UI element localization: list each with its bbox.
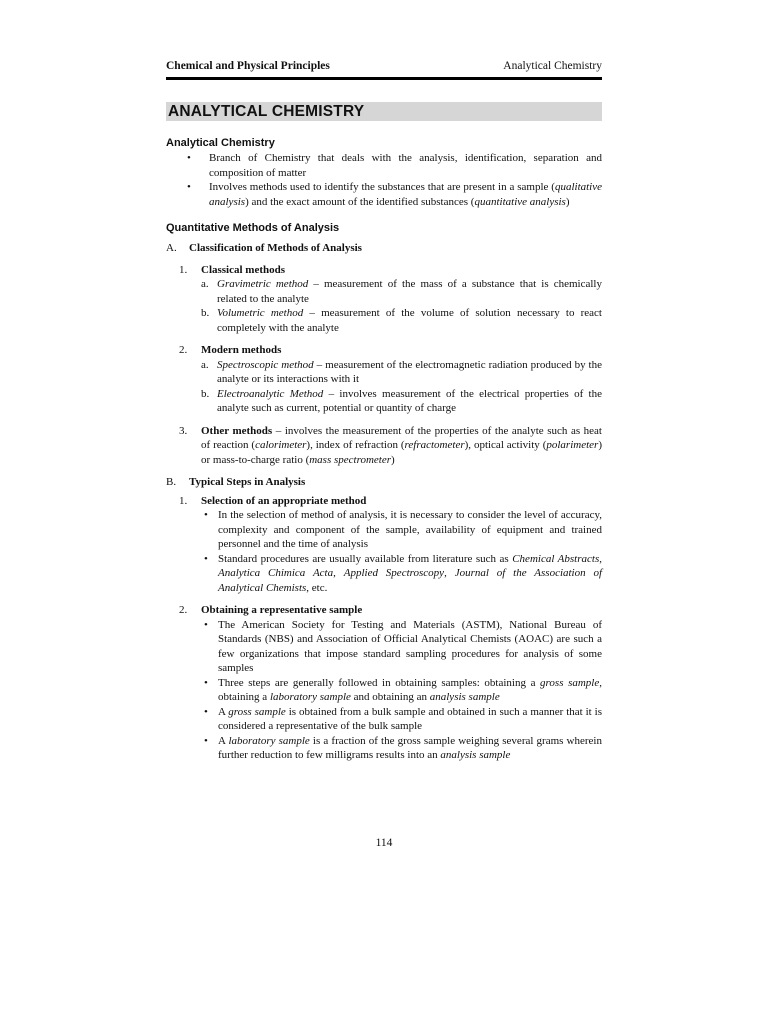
bullet-selection-criteria: • In the selection of method of analysis, it is necessary to consider the level of accuracy, complexity and component of the sample, availability of equipment and trained personnel and the time of analysis <box>166 508 602 552</box>
bullet-organizations: • The American Society for Testing and Materials (ASTM), National Bureau of Standards (NBS) and Association of Official Analytical Chemists (AOAC) are such a few organizations that impose standard sampling procedures for analysis of some samples <box>166 618 602 676</box>
heading-modern-methods: 2. Modern methods <box>179 344 282 356</box>
item-other-methods: 3. Other methods – involves the measurement of the properties of the analyte such as heat of reaction (calorimeter), index of refraction (refractometer), optical activity (polarimeter) or mass-to-charge ratio (mass spectrometer) <box>179 424 602 466</box>
bullet-standard-procedures: • Standard procedures are usually available from literature such as Chemical Abstracts, Analytica Chimica Acta, Applied Spectroscopy, Journal of the Association of Analytical Chemists, etc. <box>166 552 602 596</box>
heading-classical-methods: 1. Classical methods <box>179 263 286 276</box>
page-number: 114 <box>375 837 393 849</box>
heading-classification: A. Classification of Methods of Analysis <box>166 242 362 254</box>
header-right: Analytical Chemistry <box>503 60 602 72</box>
item-electroanalytic: b. Electroanalytic Method – involves measurement of the electrical properties of the analyte such as current, potential or quantity of charge <box>201 387 602 414</box>
heading-selection-method: 1. Selection of an appropriate method <box>179 494 367 507</box>
chapter-title: ANALYTICAL CHEMISTRY <box>168 103 365 120</box>
bullet-definition: • Branch of Chemistry that deals with the analysis, identification, separation and composition of matter <box>166 151 602 180</box>
chapter-banner <box>166 102 602 121</box>
item-volumetric: b. Volumetric method – measurement of the volume of solution necessary to react completely with the analyte <box>201 307 602 334</box>
item-spectroscopic: a. Spectroscopic method – measurement of the electromagnetic radiation produced by the analyte or its interactions with it <box>201 358 602 385</box>
item-gravimetric: a. Gravimetric method – measurement of the mass of a substance that is chemically related to the analyte <box>201 278 602 305</box>
bullet-three-steps: • Three steps are generally followed in obtaining samples: obtaining a gross sample, obtaining a laboratory sample and obtaining an analysis sample <box>166 676 602 705</box>
bullet-gross-sample: • A gross sample is obtained from a bulk sample and obtained in such a manner that it is considered a representative of the bulk sample <box>166 705 602 734</box>
page-content <box>166 136 602 763</box>
header-left: Chemical and Physical Principles <box>166 60 330 72</box>
section-heading-quantitative-methods: Quantitative Methods of Analysis <box>166 222 340 234</box>
heading-typical-steps: B. Typical Steps in Analysis <box>166 476 306 488</box>
running-header <box>166 60 602 76</box>
section-heading-analytical-chemistry: Analytical Chemistry <box>166 137 275 149</box>
bullet-methods: • Involves methods used to identify the substances that are present in a sample (qualitative analysis) and the exact amount of the identified substances (quantitative analysis) <box>166 180 602 209</box>
header-rule <box>166 77 602 80</box>
heading-representative-sample: 2. Obtaining a representative sample <box>179 604 363 616</box>
bullet-laboratory-sample: • A laboratory sample is a fraction of the gross sample weighing several grams wherein further reduction to few milligrams results into an analysis sample <box>166 734 602 763</box>
